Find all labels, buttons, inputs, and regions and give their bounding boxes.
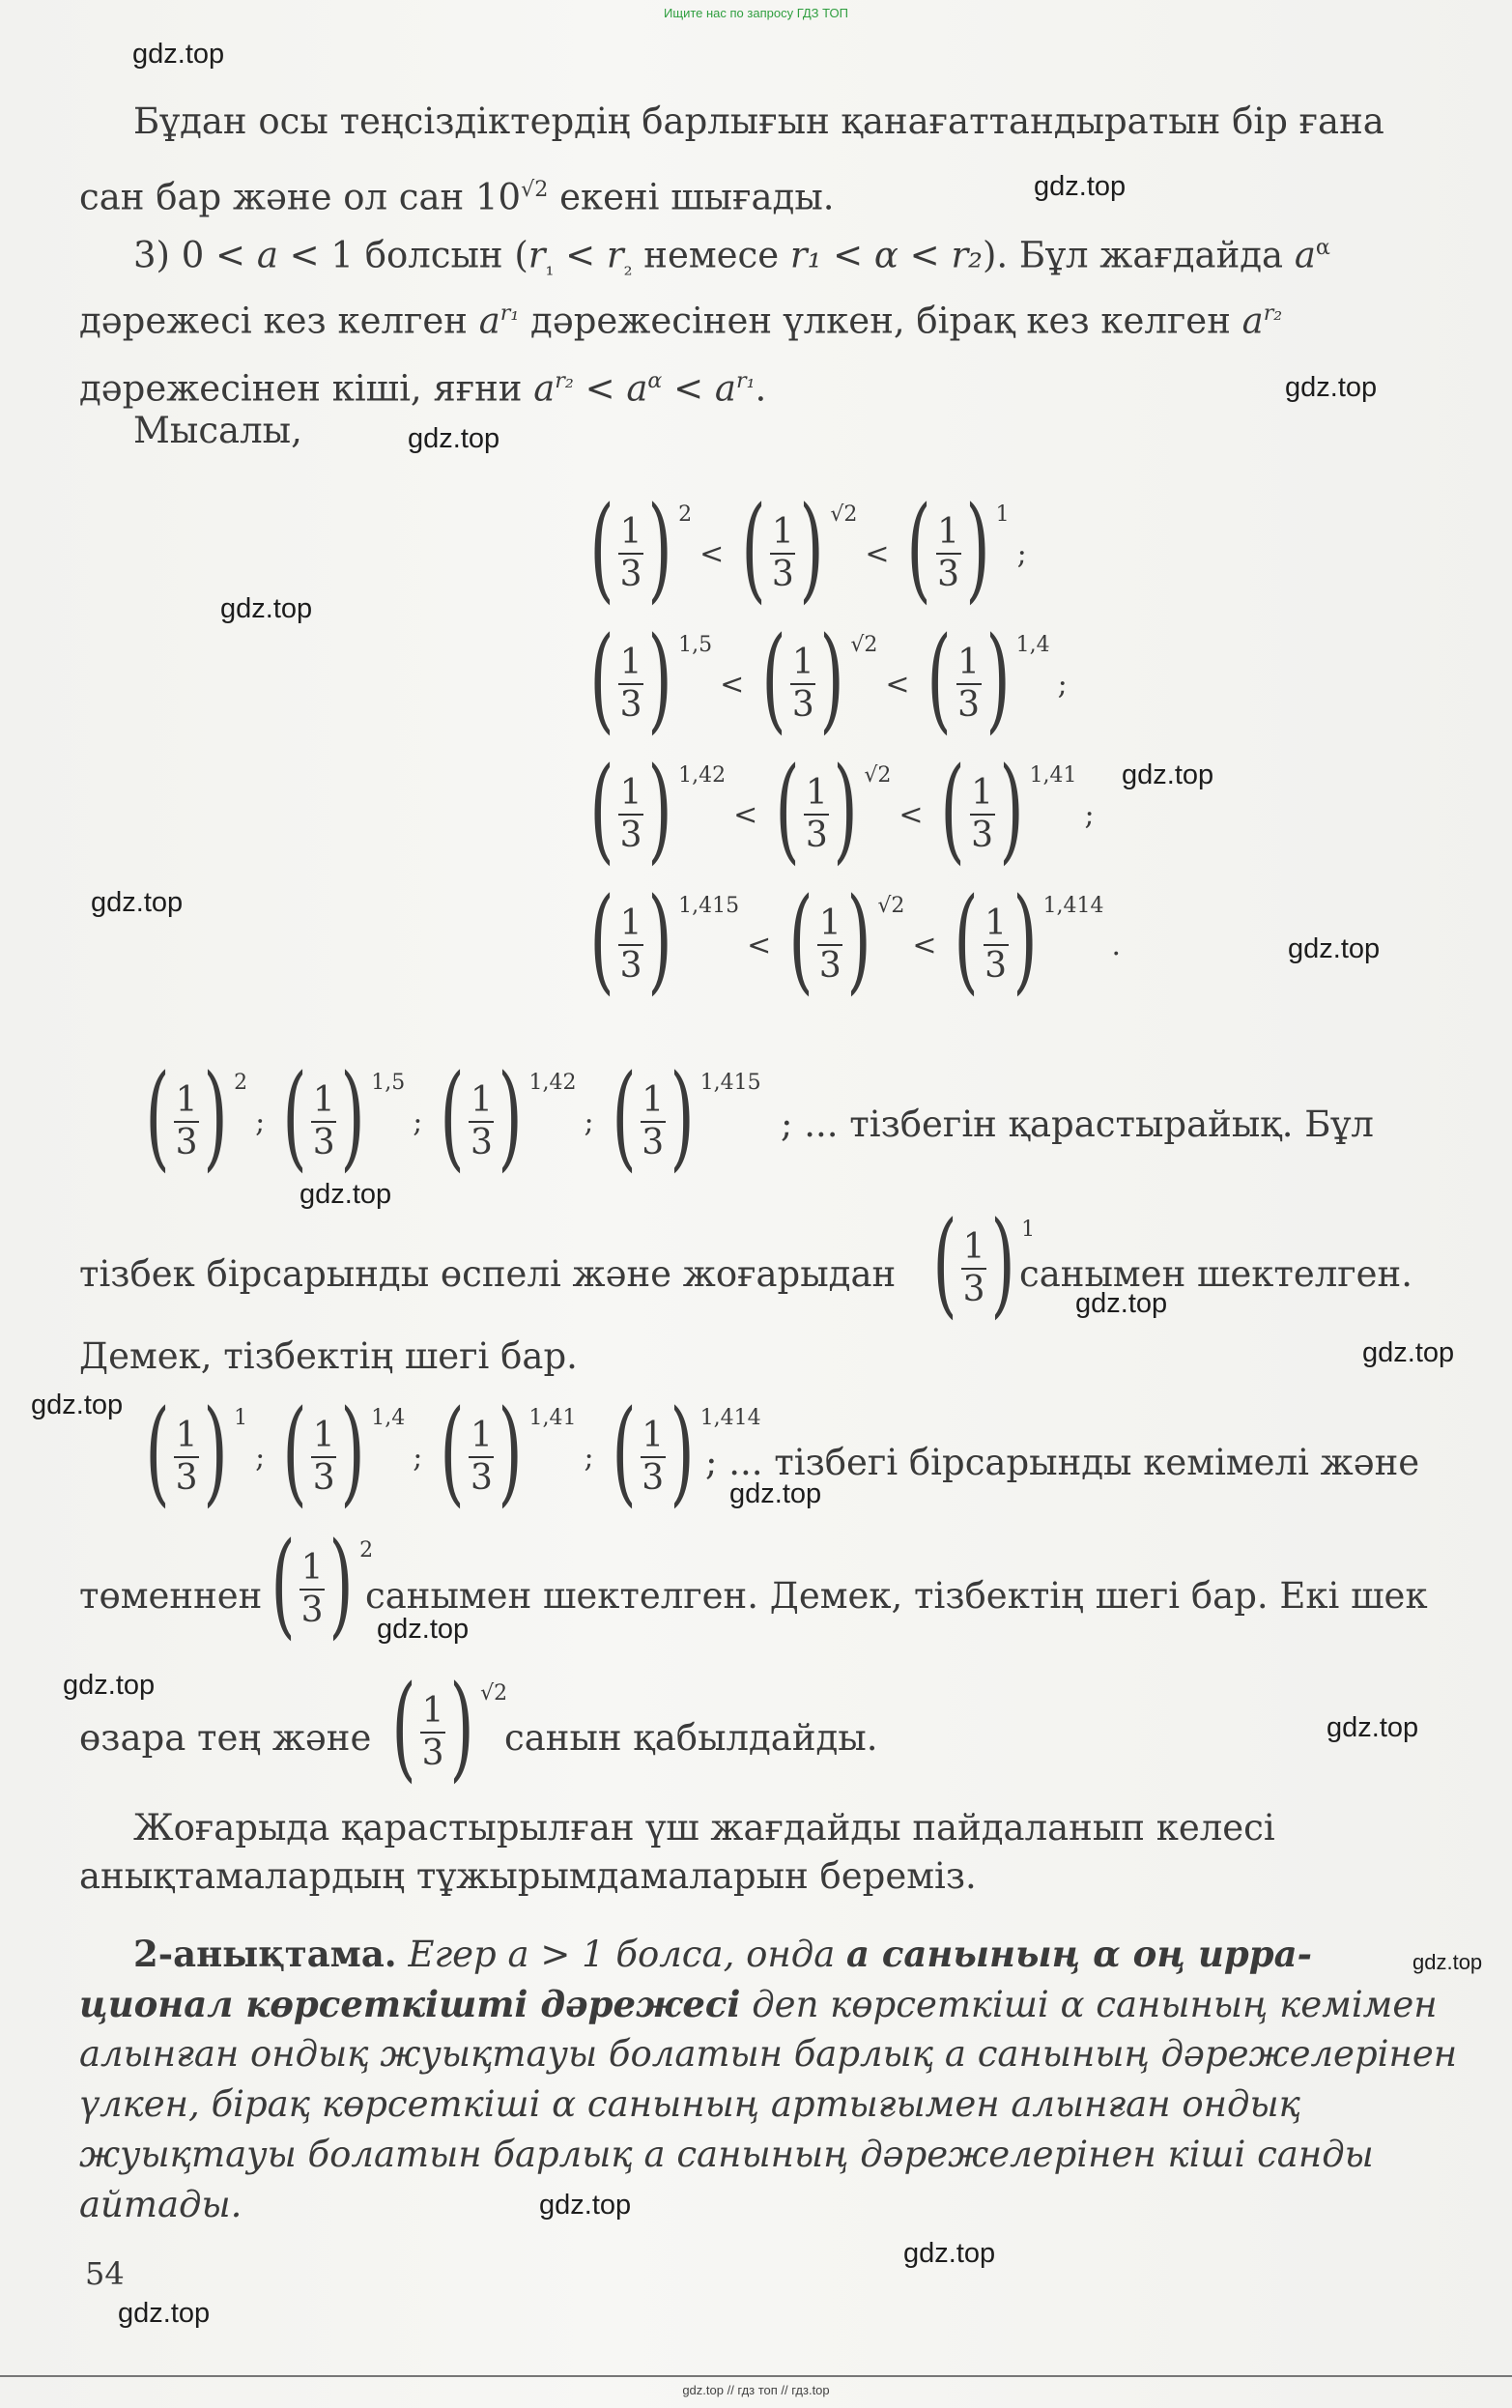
fraction-power (580, 481, 693, 615)
text-line-5: дәрежесінен кіші, яғни $a^{r_2} < a^\alpha < a^{r_1}$. (79, 367, 767, 410)
numerator: 1 (962, 1227, 985, 1267)
fraction-power (930, 742, 1077, 875)
numerator: 1 (957, 643, 980, 682)
bottom-divider (0, 2375, 1512, 2377)
text-line-1: Бұдан осы теңсіздіктердің барлығын қанағаттандыратын бір ғана (133, 100, 1384, 142)
left-paren: ( (589, 742, 614, 875)
fraction-power (779, 873, 905, 1006)
exponent: 1,415 (699, 1071, 761, 1095)
numerator: 1 (175, 1416, 198, 1455)
fraction (817, 903, 842, 987)
exponent: 1 (995, 502, 1010, 527)
denominator: 3 (642, 1123, 665, 1162)
denominator: 3 (962, 1270, 985, 1309)
math-row (580, 873, 1128, 1006)
fraction (469, 1416, 494, 1499)
numerator: 1 (619, 512, 642, 552)
denominator: 3 (805, 816, 828, 855)
definition-line-5: жуықтауы болатын барлық a санының дәрежелерінен кіші санды (79, 2134, 1374, 2175)
fraction (770, 512, 795, 595)
right-paren: ) (819, 612, 844, 745)
numerator: 1 (175, 1080, 198, 1120)
left-paren: ( (932, 1196, 957, 1330)
watermark: gdz.top (1412, 1950, 1483, 1974)
denominator: 3 (619, 946, 642, 986)
watermark: gdz.top (1034, 171, 1127, 202)
definition-line-1: 2-анықтама. Егер a > 1 болса, онда a санының α оң ирра- (133, 1933, 1312, 1975)
right-paren: ) (203, 1049, 228, 1183)
fraction-power (430, 1049, 577, 1183)
fraction (970, 773, 995, 856)
denominator: 3 (771, 555, 794, 594)
fraction-power (602, 1049, 761, 1183)
right-paren: ) (498, 1049, 524, 1183)
exponent: 1,42 (678, 763, 727, 788)
left-paren: ( (611, 1049, 637, 1183)
numerator: 1 (619, 773, 642, 813)
less-than-sign: < (899, 797, 924, 832)
right-paren: ) (340, 1385, 365, 1518)
left-paren: ( (611, 1385, 637, 1518)
watermark: gdz.top (63, 1670, 156, 1701)
text-line-6: Мысалы, (133, 410, 302, 451)
semicolon: ; (255, 1104, 266, 1139)
right-paren: ) (498, 1385, 524, 1518)
fraction-power (272, 1385, 406, 1518)
denominator: 3 (791, 685, 814, 725)
denominator: 3 (642, 1458, 665, 1498)
denominator: 3 (984, 946, 1007, 986)
top-search-note: Ищите нас по запросу ГДЗ ТОП (664, 6, 848, 20)
watermark: gdz.top (132, 39, 225, 70)
watermark: gdz.top (1075, 1288, 1168, 1319)
fraction (618, 773, 643, 856)
right-paren: ) (833, 742, 858, 875)
less-than-sign: < (720, 667, 745, 702)
definition-line-6: айтады. (79, 2184, 242, 2225)
right-paren: ) (203, 1385, 228, 1518)
sequence-1-tail: ; ... тізбегін қарастырайық. Бұл (781, 1104, 1374, 1145)
numerator: 1 (471, 1416, 493, 1455)
fraction-power (272, 1049, 406, 1183)
denominator: 3 (818, 946, 842, 986)
math-row (580, 481, 1035, 615)
math-row (382, 1660, 508, 1793)
watermark: gdz.top (31, 1390, 124, 1420)
fraction-power (261, 1517, 374, 1650)
numerator: 1 (984, 903, 1007, 943)
watermark: gdz.top (1327, 1712, 1419, 1743)
less-than-sign: < (747, 928, 772, 962)
exponent: 1,42 (528, 1071, 577, 1095)
fraction (174, 1416, 199, 1499)
fraction-power (580, 742, 727, 875)
left-paren: ( (589, 873, 614, 1006)
fraction (618, 643, 643, 726)
exponent: 1,414 (699, 1406, 761, 1430)
exponent: √2 (864, 763, 892, 788)
exponent: 1 (234, 1406, 248, 1430)
watermark: gdz.top (1288, 933, 1381, 964)
text-line-3: 3) 0 < a < 1 болсын ($r_{_1} < r_{_2}$ немесе r₁ < α < r₂). Бұл жағдайда $a^\alpha$ (133, 234, 1330, 281)
math-row (135, 1385, 761, 1518)
text-line-7b: санымен шектелген. (1019, 1253, 1412, 1295)
fraction (961, 1227, 986, 1310)
denominator: 3 (312, 1458, 335, 1498)
fraction-power (135, 1385, 248, 1518)
exponent: 1,41 (528, 1406, 577, 1430)
exponent: 1,4 (371, 1406, 406, 1430)
less-than-sign: < (699, 536, 725, 571)
fraction-power (731, 481, 858, 615)
exponent: 2 (359, 1538, 374, 1562)
definition-line-4: үлкен, бірақ көрсеткіші α санының артығымен алынған ондық (79, 2083, 1300, 2125)
fraction-power (923, 1196, 1036, 1330)
text-line-9b: санымен шектелген. Демек, тізбектің шегі бар. Екі шек (365, 1575, 1428, 1617)
numerator: 1 (771, 512, 794, 552)
definition-line-3: алынған ондық жуықтауы болатын барлық a санының дәрежелерінен (79, 2033, 1458, 2075)
denominator: 3 (957, 685, 980, 725)
exponent: 1,5 (371, 1071, 406, 1095)
fraction-power (580, 873, 740, 1006)
watermark: gdz.top (729, 1478, 822, 1509)
denominator: 3 (619, 555, 642, 594)
numerator: 1 (805, 773, 828, 813)
right-paren: ) (340, 1049, 365, 1183)
text-line-8: Демек, тізбектің шегі бар. (79, 1335, 578, 1377)
denominator: 3 (175, 1458, 198, 1498)
left-paren: ( (271, 1517, 296, 1650)
fraction-power (430, 1385, 577, 1518)
denominator: 3 (421, 1734, 444, 1773)
less-than-sign: < (885, 667, 910, 702)
denominator: 3 (619, 685, 642, 725)
fraction (641, 1416, 666, 1499)
right-paren: ) (647, 742, 672, 875)
numerator: 1 (791, 643, 814, 682)
text-line-7: тізбек бірсарынды өспелі және жоғарыдан (79, 1253, 897, 1295)
exponent: √2 (480, 1681, 508, 1706)
numerator: 1 (471, 1080, 493, 1120)
watermark: gdz.top (408, 423, 500, 454)
numerator: 1 (300, 1548, 324, 1588)
watermark: gdz.top (903, 2238, 996, 2269)
exponent: 1,5 (678, 633, 713, 657)
math-row (261, 1517, 374, 1650)
right-paren: ) (799, 481, 824, 615)
right-paren: ) (647, 873, 672, 1006)
watermark: gdz.top (1362, 1337, 1455, 1368)
numerator: 1 (619, 903, 642, 943)
fraction-power (382, 1660, 508, 1793)
numerator: 1 (619, 643, 642, 682)
fraction-power (580, 612, 713, 745)
semicolon: ; (413, 1104, 423, 1139)
less-than-sign: < (912, 928, 937, 962)
exponent: √2 (877, 894, 905, 918)
fraction (311, 1416, 336, 1499)
right-paren: ) (328, 1517, 354, 1650)
fraction-power (135, 1049, 248, 1183)
left-paren: ( (145, 1049, 170, 1183)
exponent: 1,4 (1015, 633, 1050, 657)
semicolon: ; (255, 1440, 266, 1475)
exponent: 1,414 (1042, 894, 1104, 918)
fraction (956, 643, 982, 726)
numerator: 1 (312, 1416, 335, 1455)
fraction (300, 1548, 325, 1631)
left-paren: ( (927, 612, 953, 745)
left-paren: ( (589, 612, 614, 745)
numerator: 1 (421, 1691, 444, 1731)
right-paren: ) (647, 481, 672, 615)
text-line-12: анықтамалардың тұжырымдамаларын береміз. (79, 1855, 977, 1897)
left-paren: ( (906, 481, 932, 615)
semicolon: ; (584, 1440, 594, 1475)
left-paren: ( (788, 873, 813, 1006)
denominator: 3 (300, 1591, 324, 1630)
fraction (984, 903, 1009, 987)
left-paren: ( (954, 873, 980, 1006)
semicolon: ; (1084, 797, 1095, 832)
right-paren: ) (998, 742, 1024, 875)
left-paren: ( (775, 742, 800, 875)
text-line-2: сан бар және ол сан $10^{√2}$ екені шығады. (79, 176, 835, 218)
left-paren: ( (282, 1049, 307, 1183)
fraction-power (897, 481, 1010, 615)
exponent: √2 (850, 633, 878, 657)
numerator: 1 (312, 1080, 335, 1120)
watermark: gdz.top (118, 2298, 211, 2329)
fraction (174, 1080, 199, 1163)
text-line-11: Жоғарыда қарастырылған үш жағдайды пайдаланып келесі (133, 1807, 1275, 1849)
exponent: 2 (678, 502, 693, 527)
text-line-4: дәрежесі кез келген $a^{r_1}$ дәрежесінен үлкен, бірақ кез келген $a^{r_2}$ (79, 300, 1283, 342)
watermark: gdz.top (1285, 372, 1378, 403)
text-line-9a: төменнен (79, 1575, 263, 1617)
math-row (923, 1196, 1036, 1330)
exponent: 1,41 (1029, 763, 1077, 788)
denominator: 3 (175, 1123, 198, 1162)
denominator: 3 (619, 816, 642, 855)
right-paren: ) (1012, 873, 1038, 1006)
text-line-10b: санын қабылдайды. (504, 1717, 878, 1759)
left-paren: ( (440, 1385, 466, 1518)
left-paren: ( (761, 612, 786, 745)
fraction (618, 512, 643, 595)
less-than-sign: < (733, 797, 758, 832)
definition-label: 2-анықтама. (133, 1933, 397, 1975)
left-paren: ( (282, 1385, 307, 1518)
fraction-power (752, 612, 878, 745)
right-paren: ) (990, 1196, 1015, 1330)
numerator: 1 (642, 1416, 665, 1455)
semicolon: ; (413, 1440, 423, 1475)
left-paren: ( (741, 481, 766, 615)
numerator: 1 (971, 773, 993, 813)
numerator: 1 (937, 512, 959, 552)
less-than-sign: < (865, 536, 890, 571)
watermark: gdz.top (91, 887, 184, 918)
text-line-10a: өзара тең және (79, 1717, 372, 1759)
fraction (469, 1080, 494, 1163)
fraction (420, 1691, 445, 1774)
page-number: 54 (85, 2255, 125, 2292)
right-paren: ) (984, 612, 1011, 745)
right-paren: ) (670, 1385, 695, 1518)
fraction (790, 643, 815, 726)
fraction (641, 1080, 666, 1163)
right-paren: ) (647, 612, 672, 745)
semicolon: ; (1016, 536, 1027, 571)
watermark: gdz.top (1122, 760, 1214, 790)
fraction (804, 773, 829, 856)
semicolon: ; (584, 1104, 594, 1139)
bottom-note: gdz.top // гдз топ // гдз.top (682, 2383, 830, 2397)
math-row (580, 742, 1102, 875)
denominator: 3 (471, 1123, 493, 1162)
period: . (1111, 928, 1122, 962)
fraction-power (917, 612, 1050, 745)
left-paren: ( (391, 1660, 416, 1793)
semicolon: ; (1057, 667, 1068, 702)
fraction (936, 512, 961, 595)
denominator: 3 (937, 555, 959, 594)
numerator: 1 (642, 1080, 665, 1120)
denominator: 3 (471, 1458, 493, 1498)
math-row (135, 1049, 761, 1183)
exponent: 2 (234, 1071, 248, 1095)
exponent: 1,415 (678, 894, 740, 918)
exponent: 1 (1021, 1218, 1036, 1242)
left-paren: ( (440, 1049, 466, 1183)
fraction-power (944, 873, 1104, 1006)
left-paren: ( (145, 1385, 170, 1518)
right-paren: ) (449, 1660, 474, 1793)
right-paren: ) (670, 1049, 695, 1183)
watermark: gdz.top (539, 2190, 632, 2221)
left-paren: ( (940, 742, 966, 875)
fraction-power (765, 742, 892, 875)
definition-line-2: ционал көрсеткішті дәрежесі деп көрсеткіші α санының кемімен (79, 1983, 1438, 2025)
watermark: gdz.top (220, 593, 313, 624)
fraction (311, 1080, 336, 1163)
right-paren: ) (964, 481, 990, 615)
watermark: gdz.top (300, 1179, 392, 1210)
denominator: 3 (312, 1123, 335, 1162)
right-paren: ) (846, 873, 871, 1006)
sequence-2-tail: ; ... тізбегі бірсарынды кемімелі және (705, 1442, 1420, 1483)
left-paren: ( (589, 481, 614, 615)
numerator: 1 (818, 903, 842, 943)
math-row (580, 612, 1075, 745)
exponent: √2 (830, 502, 858, 527)
watermark: gdz.top (377, 1614, 470, 1645)
fraction (618, 903, 643, 987)
denominator: 3 (971, 816, 993, 855)
